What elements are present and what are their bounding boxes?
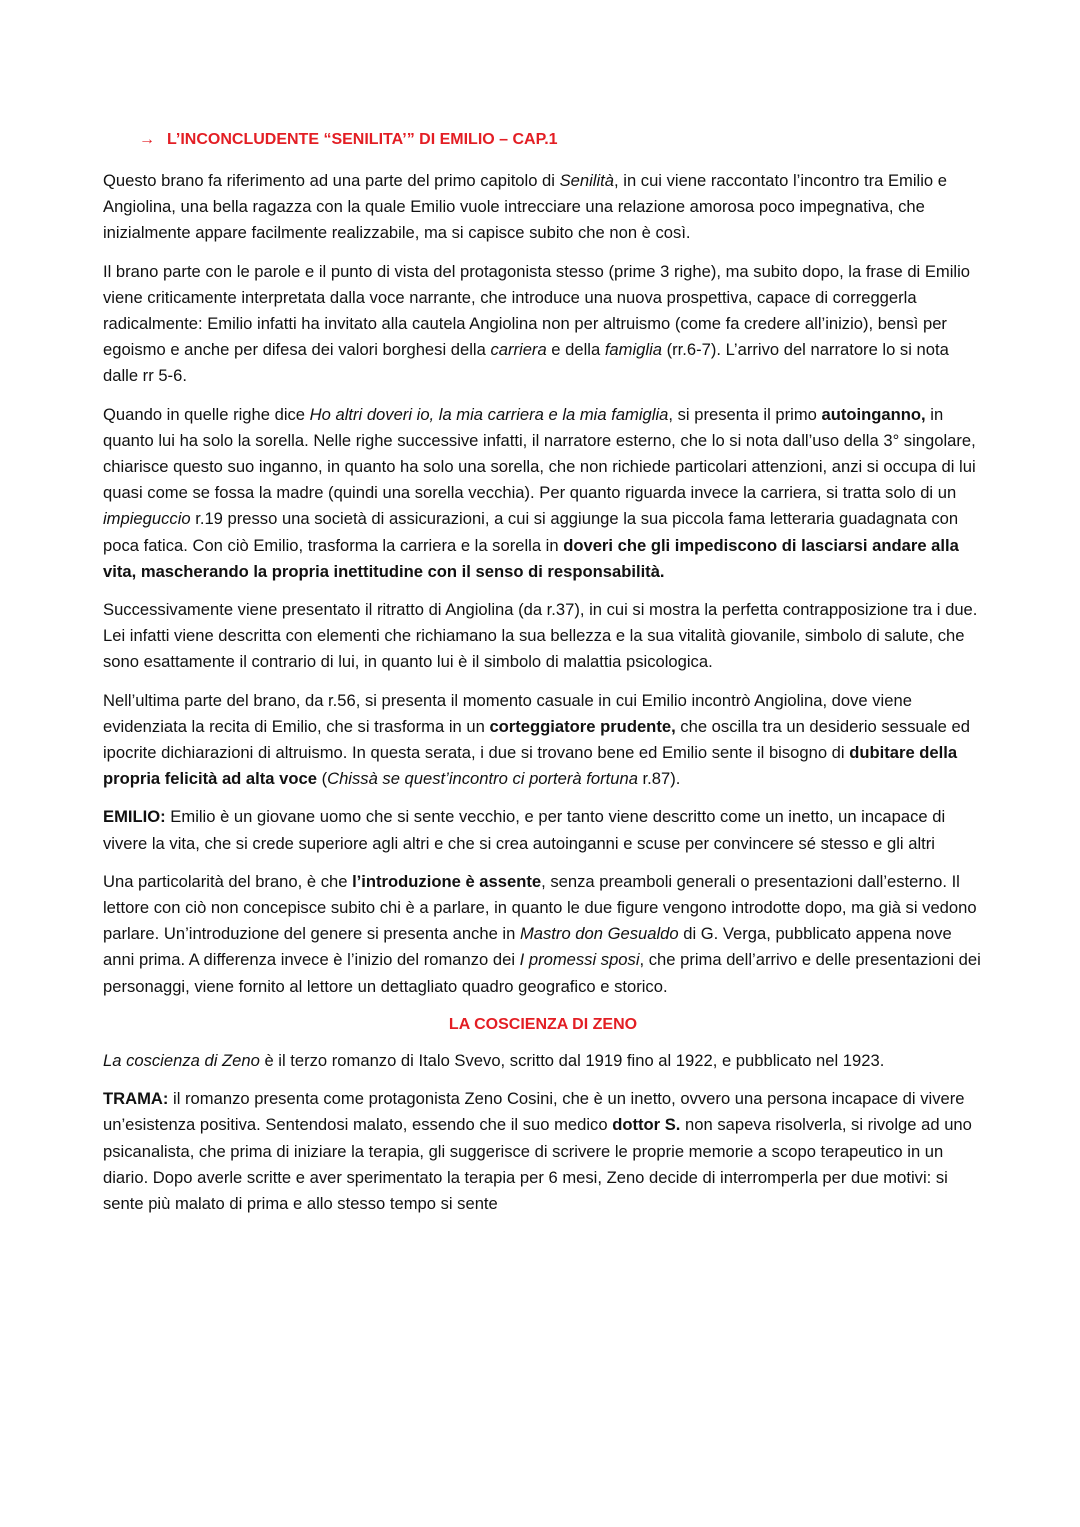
italic-title: I promessi sposi	[519, 950, 640, 970]
italic-term: impieguccio	[103, 509, 191, 529]
paragraph-emilio	[103, 804, 983, 856]
section-heading-text: L’INCONCLUDENTE “SENILITA’” DI EMILIO – CAP.1	[167, 131, 558, 148]
text-run: Una particolarità del brano, è che	[103, 871, 353, 891]
arrow-right-icon: →	[139, 131, 155, 148]
bold-label: EMILIO:	[103, 807, 166, 827]
text-run: in quanto lui ha solo la sorella. Nelle righe successive infatti, il narratore esterno, che lo si nota dall’uso della 3° singolare, chiarisce questo suo inganno, in quanto ha solo una sorella, che non richiede particolari attenzioni, anzi si occupa di lui quasi come se fossa la madre (quindi una sorella vecchia). Per quanto riguarda invece la carriera, si tratta solo di un	[103, 404, 976, 503]
text-run: (	[316, 769, 328, 789]
bold-term: dottor S.	[612, 1115, 681, 1135]
text-run: il romanzo presenta come protagonista Zeno Cosini, che è un inetto, ovvero una persona incapace di vivere un’esistenza positiva. Sentendosi malato, essendo che il suo medico	[103, 1089, 965, 1135]
text-run: r.19 presso una società di assicurazioni, a cui si aggiunge la sua piccola fama letteraria guadagnata con poca fatica. Con ciò Emilio, trasforma la carriera e la sorella in	[103, 509, 959, 555]
italic-term: carriera	[490, 340, 547, 360]
paragraph-zeno-intro	[103, 1048, 983, 1074]
text-run: Il brano parte con le parole e il punto di vista del protagonista stesso (prime 3 righe), ma subito dopo, la frase di Emilio viene criticamente interpretata dalla voce narrante, che introduce una nuova prospettiva, capace di correggerla radicalmente: Emilio infatti ha invitato alla cautela Angiolina non per altruismo (come fa credere all’inizio), bensì per egoismo e anche per difesa dei valori borghesi della	[103, 261, 971, 360]
italic-quote: Ho altri doveri io, la mia carriera e la mia famiglia	[309, 404, 669, 424]
text-run: non sapeva risolverla, si rivolge ad uno psicanalista, che prima di iniziare la terapia, gli suggerisce di scrivere le proprie memorie a scopo terapeutico in un diario. Dopo averle scritte e aver sperimentato la terapia per 6 mesi, Zeno decide di interromperla per due motivi: si sente più malato di prima e allo stesso tempo si sente	[103, 1115, 972, 1213]
section-heading-senilita	[139, 128, 983, 152]
paragraph-autoinganno	[103, 402, 983, 585]
document-page	[103, 128, 983, 1229]
text-run: Nell’ultima parte del brano, da r.56, si presenta il momento casuale in cui Emilio incontrò Angiolina, dove viene evidenziata la recita di Emilio, che si trasforma in un	[103, 690, 912, 736]
paragraph-incontro	[103, 688, 983, 793]
text-run: di G. Verga, pubblicato appena nove anni prima. A differenza invece è l’inizio del romanzo dei	[103, 924, 952, 970]
text-run: Emilio è un giovane uomo che si sente vecchio, e per tanto viene descritto come un inetto, un incapace di vivere la vita, che si crede superiore agli altri e che si crea autoinganni e scuse per convincere sé stesso e gli altri	[103, 807, 946, 853]
text-run: e della	[546, 340, 605, 360]
bold-term: doveri che gli impediscono di lasciarsi andare alla vita, mascherando la propria inettitudine con il senso di responsabilità.	[103, 535, 959, 581]
text-run: è il terzo romanzo di Italo Svevo, scritto dal 1919 fino al 1922, e pubblicato nel 1923.	[259, 1050, 885, 1070]
bold-term: l’introduzione è assente	[352, 871, 542, 891]
paragraph-angiolina	[103, 597, 983, 676]
text-run: Successivamente viene presentato il ritratto di Angiolina (da r.37), in cui si mostra la perfetta contrapposizione tra i due. Lei infatti viene descritta con elementi che richiamano la sua bellezza e la sua vitalità giovanile, simbolo di salute, che sono esattamente il contrario di lui, in quanto lui è il simbolo di malattia psicologica.	[103, 600, 978, 672]
text-run: Questo brano fa riferimento ad una parte del primo capitolo di	[103, 171, 560, 190]
text-run: , senza preamboli generali o presentazioni dall’esterno. Il lettore con ciò non concepisce subito chi è a parlare, in quanto le due figure vengono introdotte dopo, ma già si vedono parlare. Un’introduzione del genere si presenta anche in	[103, 871, 977, 944]
text-run: , si presenta il primo	[668, 404, 822, 424]
bold-term: corteggiatore prudente,	[489, 716, 676, 736]
bold-label: TRAMA:	[103, 1089, 169, 1109]
italic-title: Mastro don Gesualdo	[519, 924, 679, 944]
paragraph-narrator	[103, 259, 983, 390]
italic-title: La coscienza di Zeno	[103, 1050, 260, 1070]
bold-term: dubitare della propria felicità ad alta voce	[103, 743, 958, 789]
text-run: (rr.6-7). L’arrivo del narratore lo si nota dalle rr 5-6.	[103, 340, 949, 386]
text-run: Quando in quelle righe dice	[103, 404, 310, 424]
text-run: che oscilla tra un desiderio sessuale ed ipocrite dichiarazioni di altruismo. In questa serata, i due si trovano bene ed Emilio sente il bisogno di	[103, 716, 970, 763]
text-run: , in cui viene raccontato l’incontro tra Emilio e Angiolina, una bella ragazza con la quale Emilio vuole intrecciare una relazione amorosa poco impegnativa, che inizialmente appare facilmente realizzabile, ma si capisce subito che non è così.	[103, 171, 947, 243]
paragraph-intro	[103, 168, 983, 247]
paragraph-trama	[103, 1086, 983, 1217]
bold-term: autoinganno,	[821, 404, 926, 424]
section-heading-zeno: LA COSCIENZA DI ZENO	[448, 1015, 638, 1033]
paragraph-introduzione	[103, 869, 983, 1000]
italic-title: Senilità	[559, 171, 615, 190]
text-run: r.87).	[637, 769, 681, 789]
italic-quote: Chissà se quest’incontro ci porterà fortuna	[327, 769, 638, 789]
text-run: , che prima dell’arrivo e delle presentazioni dei personaggi, viene fornito al lettore un dettagliato quadro geografico e storico.	[103, 950, 981, 996]
italic-term: famiglia	[604, 340, 662, 360]
